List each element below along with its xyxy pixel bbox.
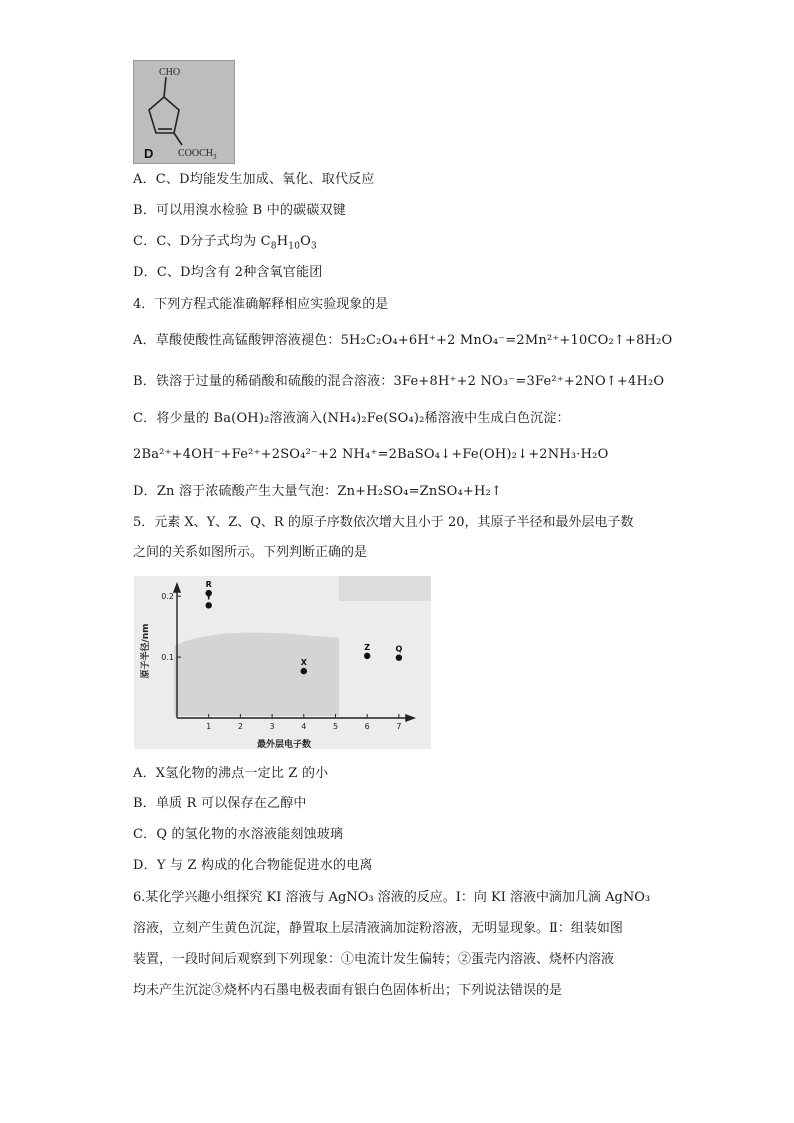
- q5-stem-line2: 之间的关系如图所示。下列判断正确的是: [133, 545, 368, 560]
- x-tick-label: 6: [364, 722, 370, 731]
- q6-line2: 溶液，立刻产生黄色沉淀，静置取上层清液滴加淀粉溶液，无明显现象。Ⅱ：组装如图: [133, 921, 623, 936]
- atomic-radius-chart: [134, 576, 431, 749]
- data-point-label-x: X: [300, 658, 307, 668]
- x-tick-label: 3: [269, 722, 275, 731]
- q6-line1: 6.某化学兴趣小组探究 KI 溶液与 AgNO₃ 溶液的反应。Ⅰ：向 KI 溶液中滴加几滴 AgNO₃: [133, 890, 651, 905]
- x-tick-label: 7: [396, 722, 402, 731]
- q4-option-c-equation: 2Ba²⁺+4OH⁻+Fe²⁺+2SO₄²⁻+2 NH₄⁺=2BaSO₄↓+Fe(OH)₂↓+2NH₃·H₂O: [133, 447, 609, 462]
- data-point-y: [205, 602, 211, 608]
- molecule-structure: [134, 61, 234, 163]
- q3-option-a: A．C、D均能发生加成、氧化、取代反应: [133, 172, 375, 187]
- q6-line3: 装置，一段时间后观察到下列现象：①电流计发生偏转；②蛋壳内溶液、烧杯内溶液: [133, 952, 615, 967]
- q4-stem: 4．下列方程式能准确解释相应实验现象的是: [133, 297, 389, 312]
- y-axis-label: 原子半径/nm: [141, 623, 151, 679]
- x-tick-label: 2: [237, 722, 243, 731]
- data-point-z: [364, 653, 370, 659]
- data-point-label-y: Y: [205, 592, 212, 602]
- q5-option-c: C．Q 的氢化物的水溶液能刻蚀玻璃: [133, 827, 344, 842]
- x-tick-label: 4: [301, 722, 307, 731]
- chart-svg: [134, 576, 431, 749]
- y-tick-label: 0.1: [161, 653, 174, 663]
- q3-option-c: C．C、D分子式均为 $C_8H_{10}O_3$: [133, 234, 317, 252]
- x-tick-label: 5: [332, 722, 339, 731]
- q5-option-a: A．X氢化物的沸点一定比 Z 的小: [133, 766, 329, 781]
- q3-option-b: B．可以用溴水检验 B 中的碳碳双键: [133, 203, 346, 218]
- data-point-q: [396, 655, 402, 661]
- q4-option-d: D．Zn 溶于浓硫酸产生大量气泡：Zn+H₂SO₄=ZnSO₄+H₂↑: [133, 484, 502, 499]
- data-point-label-q: Q: [395, 644, 403, 654]
- y-tick-label: 0.2: [161, 592, 174, 602]
- q3-option-d: D．C、D均含有 2种含氧官能团: [133, 265, 323, 280]
- cho-label: CHO: [159, 67, 181, 78]
- q5-option-b: B．单质 R 可以保存在乙醇中: [133, 796, 307, 811]
- q4-option-a: A．草酸使酸性高锰酸钾溶液褪色：5H₂C₂O₄+6H⁺+2 MnO₄⁻=2Mn²⁺+10CO₂↑+8H₂O: [133, 333, 673, 348]
- ester-label: $COOCH_3$: [178, 148, 217, 161]
- data-point-label-z: Z: [364, 642, 371, 652]
- q4-option-b: B．铁溶于过量的稀硝酸和硫酸的混合溶液：3Fe+8H⁺+2 NO₃⁻=3Fe²⁺+2NO↑+4H₂O: [133, 374, 665, 389]
- x-tick-label: 1: [206, 722, 212, 731]
- x-axis-label: 最外层电子数: [256, 740, 312, 749]
- q5-stem-line1: 5．元素 X、Y、Z、Q、R 的原子序数依次增大且小于 20，其原子半径和最外层电子数: [133, 515, 634, 530]
- compound-letter: D: [144, 146, 154, 161]
- q6-line4: 均未产生沉淀③烧杯内石墨电极表面有银白色固体析出；下列说法错误的是: [133, 983, 563, 998]
- q5-option-d: D．Y 与 Z 构成的化合物能促进水的电离: [133, 858, 373, 873]
- chart-shading-top: [339, 576, 431, 601]
- molecule-d-image: [133, 60, 235, 164]
- data-point-label-r: R: [205, 580, 212, 590]
- data-point-x: [301, 668, 307, 674]
- chart-shading: [174, 633, 339, 716]
- q4-option-c: C．将少量的 Ba(OH)₂溶液滴入(NH₄)₂Fe(SO₄)₂稀溶液中生成白色沉淀：: [133, 411, 570, 426]
